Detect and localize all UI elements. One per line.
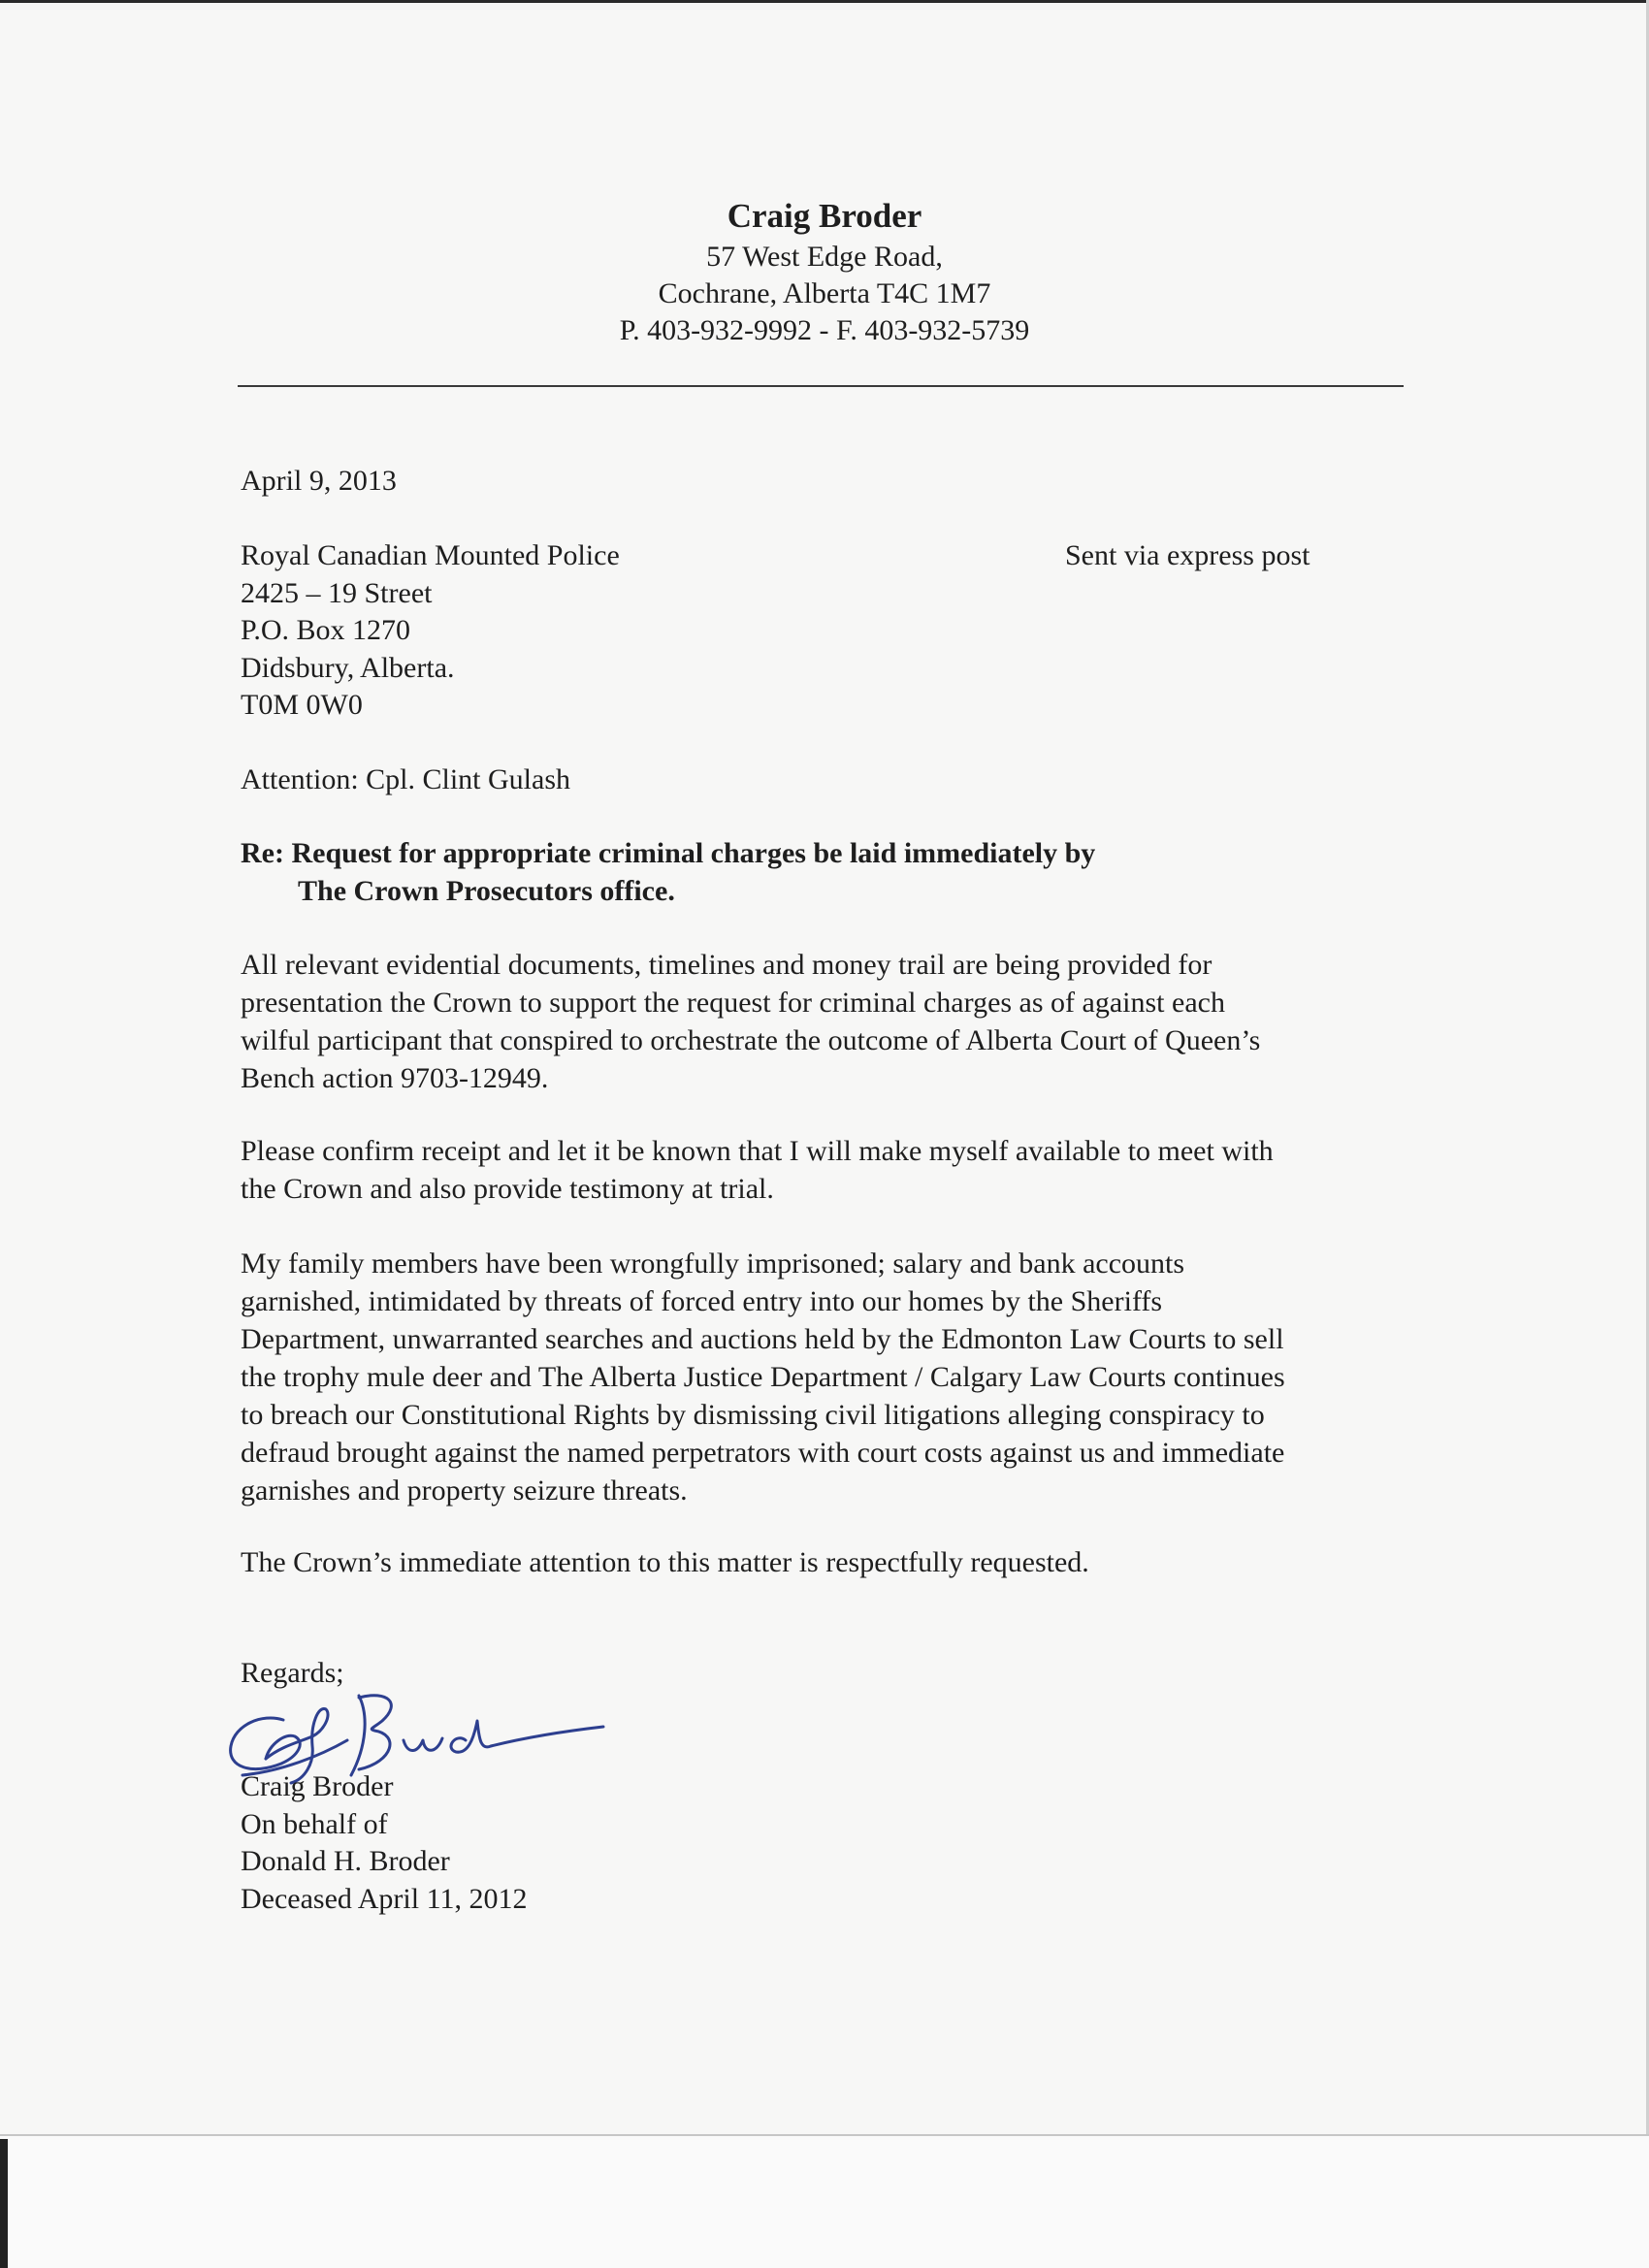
body-line: The Crown’s immediate attention to this matter is respectfully requested. [241,1546,1089,1578]
letterhead [0,194,1649,349]
body-paragraph-3 [241,1245,1285,1509]
body-line: Department, unwarranted searches and auctions held by the Edmonton Law Courts to sell [241,1323,1284,1355]
sender-line: Craig Broder [241,1770,394,1802]
body-line: Bench action 9703-12949. [241,1062,549,1094]
sender-block [241,1768,527,1918]
recipient-line: 2425 – 19 Street [241,576,433,609]
body-line: Please confirm receipt and let it be known that I will make myself available to meet with [241,1135,1274,1167]
recipient-line: Didsbury, Alberta. [241,651,455,684]
body-line: garnished, intimidated by threats of forced entry into our homes by the Sheriffs [241,1285,1163,1317]
closing: Regards; [241,1657,344,1689]
body-line: the Crown and also provide testimony at trial. [241,1173,774,1205]
body-paragraph-2 [241,1132,1274,1208]
subject-line-1: Re: Request for appropriate criminal charges be laid immediately by [241,837,1096,869]
body-line: to breach our Constitutional Rights by dismissing civil litigations alleging conspiracy to [241,1399,1265,1431]
recipient-line: Royal Canadian Mounted Police [241,539,620,571]
body-paragraph-4 [241,1543,1089,1581]
letterhead-address-line-1: 57 West Edge Road, [706,241,943,273]
body-line: defraud brought against the named perpetrators with court costs against us and immediate [241,1437,1285,1469]
body-line: wilful participant that conspired to orchestrate the outcome of Alberta Court of Queen’s [241,1024,1261,1056]
body-paragraph-1 [241,946,1260,1097]
sender-line: Deceased April 11, 2012 [241,1882,528,1915]
letterhead-divider [238,385,1404,387]
delivery-note: Sent via express post [1065,539,1310,571]
body-line: All relevant evidential documents, timelines and money trail are being provided for [241,949,1212,981]
letterhead-address-line-2: Cochrane, Alberta T4C 1M7 [658,277,991,309]
recipient-line: T0M 0W0 [241,689,363,721]
body-line: the trophy mule deer and The Alberta Justice Department / Calgary Law Courts continues [241,1361,1285,1393]
scan-edge-bottom-left [0,2139,8,2268]
scan-edge-top [0,0,1649,3]
letterhead-name: Craig Broder [727,197,922,235]
scanner-bed-area [0,2136,1649,2268]
letterhead-contact: P. 403-932-9992 - F. 403-932-5739 [619,314,1030,346]
body-line: garnishes and property seizure threats. [241,1474,688,1507]
attention-line: Attention: Cpl. Clint Gulash [241,763,571,795]
body-line: My family members have been wrongfully imprisoned; salary and bank accounts [241,1247,1185,1280]
sender-line: On behalf of [241,1807,388,1840]
subject-line [241,834,1095,910]
subject-line-2: The Crown Prosecutors office. [298,875,675,907]
sender-line: Donald H. Broder [241,1845,450,1877]
letter-date: April 9, 2013 [241,465,397,497]
body-line: presentation the Crown to support the request for criminal charges as of against each [241,987,1225,1019]
recipient-line: P.O. Box 1270 [241,614,411,646]
recipient-address [241,537,620,725]
